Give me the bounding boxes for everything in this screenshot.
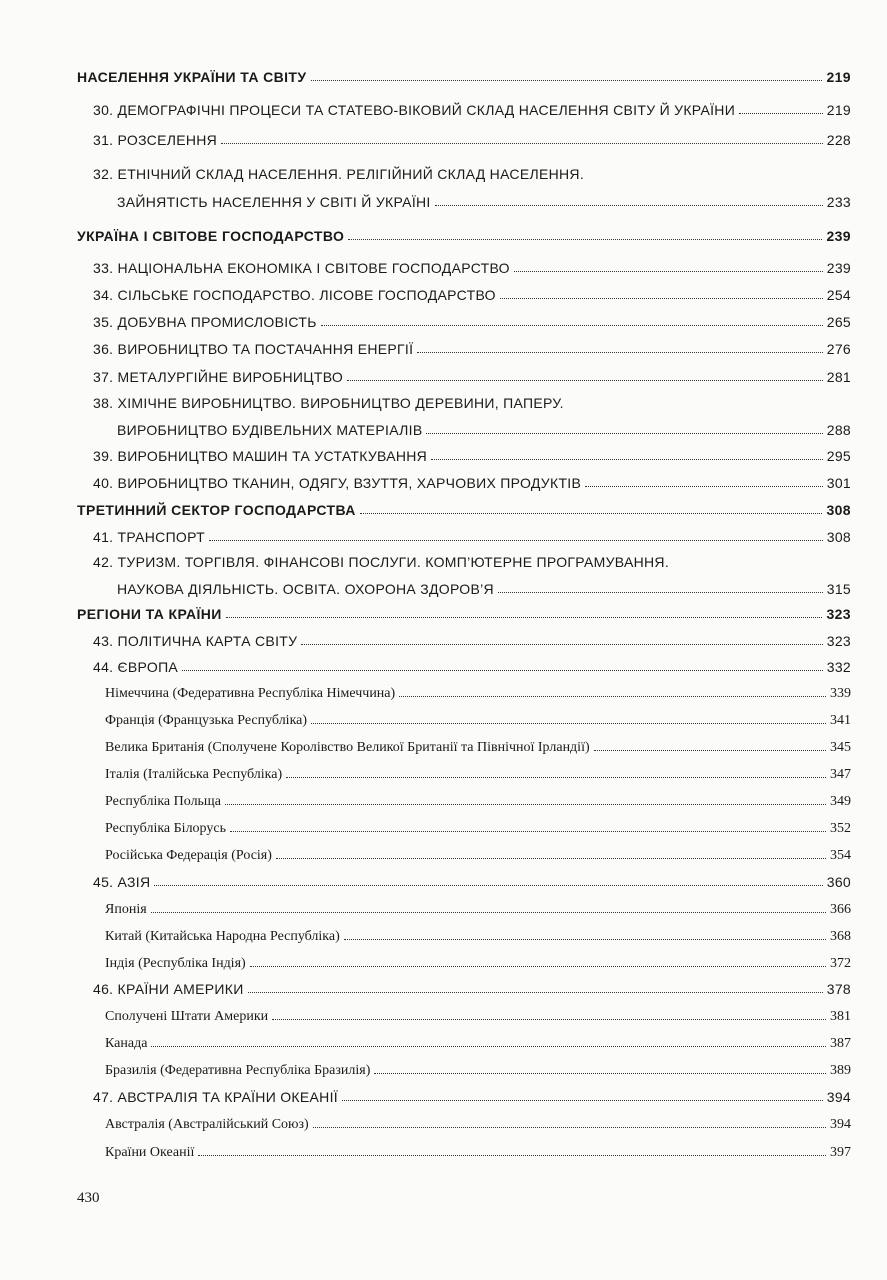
toc-page-number: 341 bbox=[830, 712, 851, 728]
section-title: РЕГІОНИ ТА КРАЇНИ bbox=[77, 605, 222, 622]
toc-page-number: 397 bbox=[830, 1144, 851, 1160]
toc-page-number: 219 bbox=[826, 68, 851, 85]
country-title: Бразилія (Федеративна Республіка Бразилія) bbox=[105, 1062, 371, 1078]
dot-leader bbox=[209, 540, 823, 541]
chapter-title: 34. СІЛЬСЬКЕ ГОСПОДАРСТВО. ЛІСОВЕ ГОСПОДАРСТВО bbox=[93, 286, 496, 303]
dot-leader bbox=[313, 1127, 826, 1128]
chapter-entry[interactable] bbox=[0, 467, 887, 491]
chapter-title: НАУКОВА ДІЯЛЬНІСТЬ. ОСВІТА. ОХОРОНА ЗДОРОВ’Я bbox=[117, 580, 494, 597]
dot-leader bbox=[225, 804, 826, 805]
country-entry[interactable] bbox=[0, 839, 887, 863]
section-title: НАСЕЛЕННЯ УКРАЇНИ ТА СВІТУ bbox=[77, 68, 307, 85]
dot-leader bbox=[374, 1073, 826, 1074]
dot-leader bbox=[435, 205, 823, 206]
chapter-entry[interactable] bbox=[0, 1081, 887, 1105]
toc-page-number: 323 bbox=[826, 632, 851, 649]
dot-leader bbox=[272, 1019, 826, 1020]
chapter-entry[interactable] bbox=[0, 165, 887, 210]
dot-leader bbox=[348, 239, 822, 240]
chapter-entry[interactable] bbox=[0, 440, 887, 464]
toc-page-number: 233 bbox=[826, 193, 851, 210]
chapter-title: 43. ПОЛІТИЧНА КАРТА СВІТУ bbox=[93, 632, 298, 649]
chapter-title: ЗАЙНЯТІСТЬ НАСЕЛЕННЯ У СВІТІ Й УКРАЇНІ bbox=[117, 193, 431, 210]
country-title: Німеччина (Федеративна Республіка Німеччина) bbox=[105, 685, 396, 701]
country-title: Республіка Польща bbox=[105, 793, 221, 809]
toc-page-number: 378 bbox=[826, 980, 851, 997]
dot-leader bbox=[154, 885, 822, 886]
chapter-entry[interactable] bbox=[0, 553, 887, 597]
toc-page-number: 332 bbox=[826, 658, 851, 675]
country-title: Індія (Республіка Індія) bbox=[105, 955, 246, 971]
toc-page-number: 352 bbox=[830, 820, 851, 836]
toc-page-number: 315 bbox=[826, 580, 851, 597]
country-entry[interactable] bbox=[0, 1027, 887, 1051]
toc-page-number: 394 bbox=[830, 1116, 851, 1132]
toc-page-number: 366 bbox=[830, 901, 851, 917]
country-title: Велика Британія (Сполучене Королівство Великої Британії та Північної Ірландії) bbox=[105, 739, 590, 755]
dot-leader bbox=[250, 966, 826, 967]
toc-page-number: 349 bbox=[830, 793, 851, 809]
chapter-title: 40. ВИРОБНИЦТВО ТКАНИН, ОДЯГУ, ВЗУТТЯ, ХАРЧОВИХ ПРОДУКТІВ bbox=[93, 474, 582, 491]
dot-leader bbox=[198, 1155, 826, 1156]
chapter-entry[interactable] bbox=[0, 94, 887, 118]
country-entry[interactable] bbox=[0, 731, 887, 755]
toc-page-number: 345 bbox=[830, 739, 851, 755]
chapter-entry[interactable] bbox=[0, 306, 887, 330]
toc-page-number: 339 bbox=[830, 685, 851, 701]
country-entry[interactable] bbox=[0, 1000, 887, 1024]
toc-page-number: 288 bbox=[826, 421, 851, 438]
section-title: УКРАЇНА І СВІТОВЕ ГОСПОДАРСТВО bbox=[77, 227, 345, 244]
dot-leader bbox=[498, 592, 823, 593]
country-title: Франція (Французька Республіка) bbox=[105, 712, 308, 728]
dot-leader bbox=[230, 831, 826, 832]
chapter-title: ВИРОБНИЦТВО БУДІВЕЛЬНИХ МАТЕРІАЛІВ bbox=[117, 421, 423, 438]
country-title: Італія (Італійська Республіка) bbox=[105, 766, 283, 782]
toc-page-number: 219 bbox=[826, 101, 851, 118]
dot-leader bbox=[311, 723, 826, 724]
dot-leader bbox=[248, 992, 823, 993]
dot-leader bbox=[301, 644, 822, 645]
chapter-title: 33. НАЦІОНАЛЬНА ЕКОНОМІКА І СВІТОВЕ ГОСПОДАРСТВО bbox=[93, 259, 510, 276]
chapter-title: 46. КРАЇНИ АМЕРИКИ bbox=[93, 980, 244, 997]
chapter-title-first-line: 32. ЕТНІЧНИЙ СКЛАД НАСЕЛЕННЯ. РЕЛІГІЙНИЙ СКЛАД НАСЕЛЕННЯ. bbox=[93, 165, 585, 182]
chapter-entry[interactable] bbox=[0, 394, 887, 438]
country-entry[interactable] bbox=[0, 704, 887, 728]
dot-leader bbox=[226, 617, 823, 618]
toc-page-number: 372 bbox=[830, 955, 851, 971]
chapter-entry[interactable] bbox=[0, 361, 887, 385]
country-title: Російська Федерація (Росія) bbox=[105, 847, 272, 863]
chapter-entry[interactable] bbox=[0, 279, 887, 303]
chapter-entry[interactable] bbox=[0, 333, 887, 357]
chapter-title: 36. ВИРОБНИЦТВО ТА ПОСТАЧАННЯ ЕНЕРГІЇ bbox=[93, 340, 414, 357]
chapter-entry[interactable] bbox=[0, 866, 887, 890]
dot-leader bbox=[344, 939, 826, 940]
dot-leader bbox=[276, 858, 826, 859]
country-title: Канада bbox=[105, 1035, 148, 1051]
section-title: ТРЕТИННИЙ СЕКТОР ГОСПОДАРСТВА bbox=[77, 501, 356, 518]
country-entry[interactable] bbox=[0, 1054, 887, 1078]
chapter-entry[interactable] bbox=[0, 252, 887, 276]
chapter-title-first-line: 38. ХІМІЧНЕ ВИРОБНИЦТВО. ВИРОБНИЦТВО ДЕРЕВИНИ, ПАПЕРУ. bbox=[93, 394, 564, 411]
dot-leader bbox=[585, 486, 823, 487]
toc-page-number: 276 bbox=[826, 340, 851, 357]
chapter-title-first-line: 42. ТУРИЗМ. ТОРГІВЛЯ. ФІНАНСОВІ ПОСЛУГИ. КОМП’ЮТЕРНЕ ПРОГРАМУВАННЯ. bbox=[93, 553, 670, 570]
dot-leader bbox=[347, 380, 823, 381]
toc-page-number: 281 bbox=[826, 368, 851, 385]
toc-page-number: 354 bbox=[830, 847, 851, 863]
dot-leader bbox=[221, 143, 823, 144]
country-entry[interactable] bbox=[0, 812, 887, 836]
toc-page-number: 301 bbox=[826, 474, 851, 491]
dot-leader bbox=[286, 777, 826, 778]
dot-leader bbox=[500, 298, 823, 299]
chapter-entry[interactable] bbox=[0, 973, 887, 997]
chapter-title: 44. ЄВРОПА bbox=[93, 658, 179, 675]
country-entry[interactable] bbox=[0, 1108, 887, 1132]
dot-leader bbox=[426, 433, 822, 434]
country-entry[interactable] bbox=[0, 785, 887, 809]
toc-page-number: 308 bbox=[826, 501, 851, 518]
toc-page-number: 347 bbox=[830, 766, 851, 782]
section-entry[interactable] bbox=[0, 494, 887, 518]
dot-leader bbox=[739, 113, 823, 114]
chapter-title: 47. АВСТРАЛІЯ ТА КРАЇНИ ОКЕАНІЇ bbox=[93, 1088, 338, 1105]
dot-leader bbox=[360, 513, 823, 514]
country-title: Сполучені Штати Америки bbox=[105, 1008, 269, 1024]
toc-page-number: 265 bbox=[826, 313, 851, 330]
chapter-entry[interactable] bbox=[0, 651, 887, 675]
chapter-title: 41. ТРАНСПОРТ bbox=[93, 528, 205, 545]
chapter-title: 31. РОЗСЕЛЕННЯ bbox=[93, 131, 218, 148]
toc-page-number: 323 bbox=[826, 605, 851, 622]
chapter-title: 35. ДОБУВНА ПРОМИСЛОВІСТЬ bbox=[93, 313, 317, 330]
toc-page-number: 295 bbox=[826, 447, 851, 464]
toc-page-number: 254 bbox=[826, 286, 851, 303]
chapter-entry[interactable] bbox=[0, 124, 887, 148]
chapter-title: 39. ВИРОБНИЦТВО МАШИН ТА УСТАТКУВАННЯ bbox=[93, 447, 428, 464]
chapter-title: 37. МЕТАЛУРГІЙНЕ ВИРОБНИЦТВО bbox=[93, 368, 344, 385]
toc-page-number: 387 bbox=[830, 1035, 851, 1051]
country-title: Країни Океанії bbox=[105, 1144, 195, 1160]
dot-leader bbox=[417, 352, 822, 353]
toc-page-number: 381 bbox=[830, 1008, 851, 1024]
section-entry[interactable] bbox=[0, 220, 887, 244]
dot-leader bbox=[311, 80, 823, 81]
chapter-entry[interactable] bbox=[0, 625, 887, 649]
dot-leader bbox=[431, 459, 823, 460]
dot-leader bbox=[151, 912, 826, 913]
toc-page-number: 394 bbox=[826, 1088, 851, 1105]
country-entry[interactable] bbox=[0, 758, 887, 782]
country-entry[interactable] bbox=[0, 947, 887, 971]
toc-page-number: 368 bbox=[830, 928, 851, 944]
section-entry[interactable] bbox=[0, 61, 887, 85]
dot-leader bbox=[151, 1046, 826, 1047]
country-entry[interactable] bbox=[0, 920, 887, 944]
toc-page-number: 228 bbox=[826, 131, 851, 148]
country-entry[interactable] bbox=[0, 1136, 887, 1160]
chapter-title: 30. ДЕМОГРАФІЧНІ ПРОЦЕСИ ТА СТАТЕВО-ВІКОВИЙ СКЛАД НАСЕЛЕННЯ СВІТУ Й УКРАЇНИ bbox=[93, 101, 736, 118]
dot-leader bbox=[399, 696, 826, 697]
page-number: 430 bbox=[77, 1190, 100, 1206]
toc-page-number: 308 bbox=[826, 528, 851, 545]
dot-leader bbox=[594, 750, 826, 751]
country-title: Австралія (Австралійський Союз) bbox=[105, 1116, 309, 1132]
toc-page-number: 239 bbox=[826, 227, 851, 244]
toc-page-number: 389 bbox=[830, 1062, 851, 1078]
dot-leader bbox=[514, 271, 823, 272]
section-entry[interactable] bbox=[0, 598, 887, 622]
country-entry[interactable] bbox=[0, 893, 887, 917]
country-title: Республіка Білорусь bbox=[105, 820, 226, 836]
country-title: Китай (Китайська Народна Республіка) bbox=[105, 928, 340, 944]
toc-page-number: 360 bbox=[826, 873, 851, 890]
chapter-entry[interactable] bbox=[0, 521, 887, 545]
toc-page-number: 239 bbox=[826, 259, 851, 276]
dot-leader bbox=[342, 1100, 823, 1101]
chapter-title: 45. АЗІЯ bbox=[93, 873, 151, 890]
dot-leader bbox=[321, 325, 823, 326]
dot-leader bbox=[182, 670, 823, 671]
country-title: Японія bbox=[105, 901, 147, 917]
country-entry[interactable] bbox=[0, 677, 887, 701]
